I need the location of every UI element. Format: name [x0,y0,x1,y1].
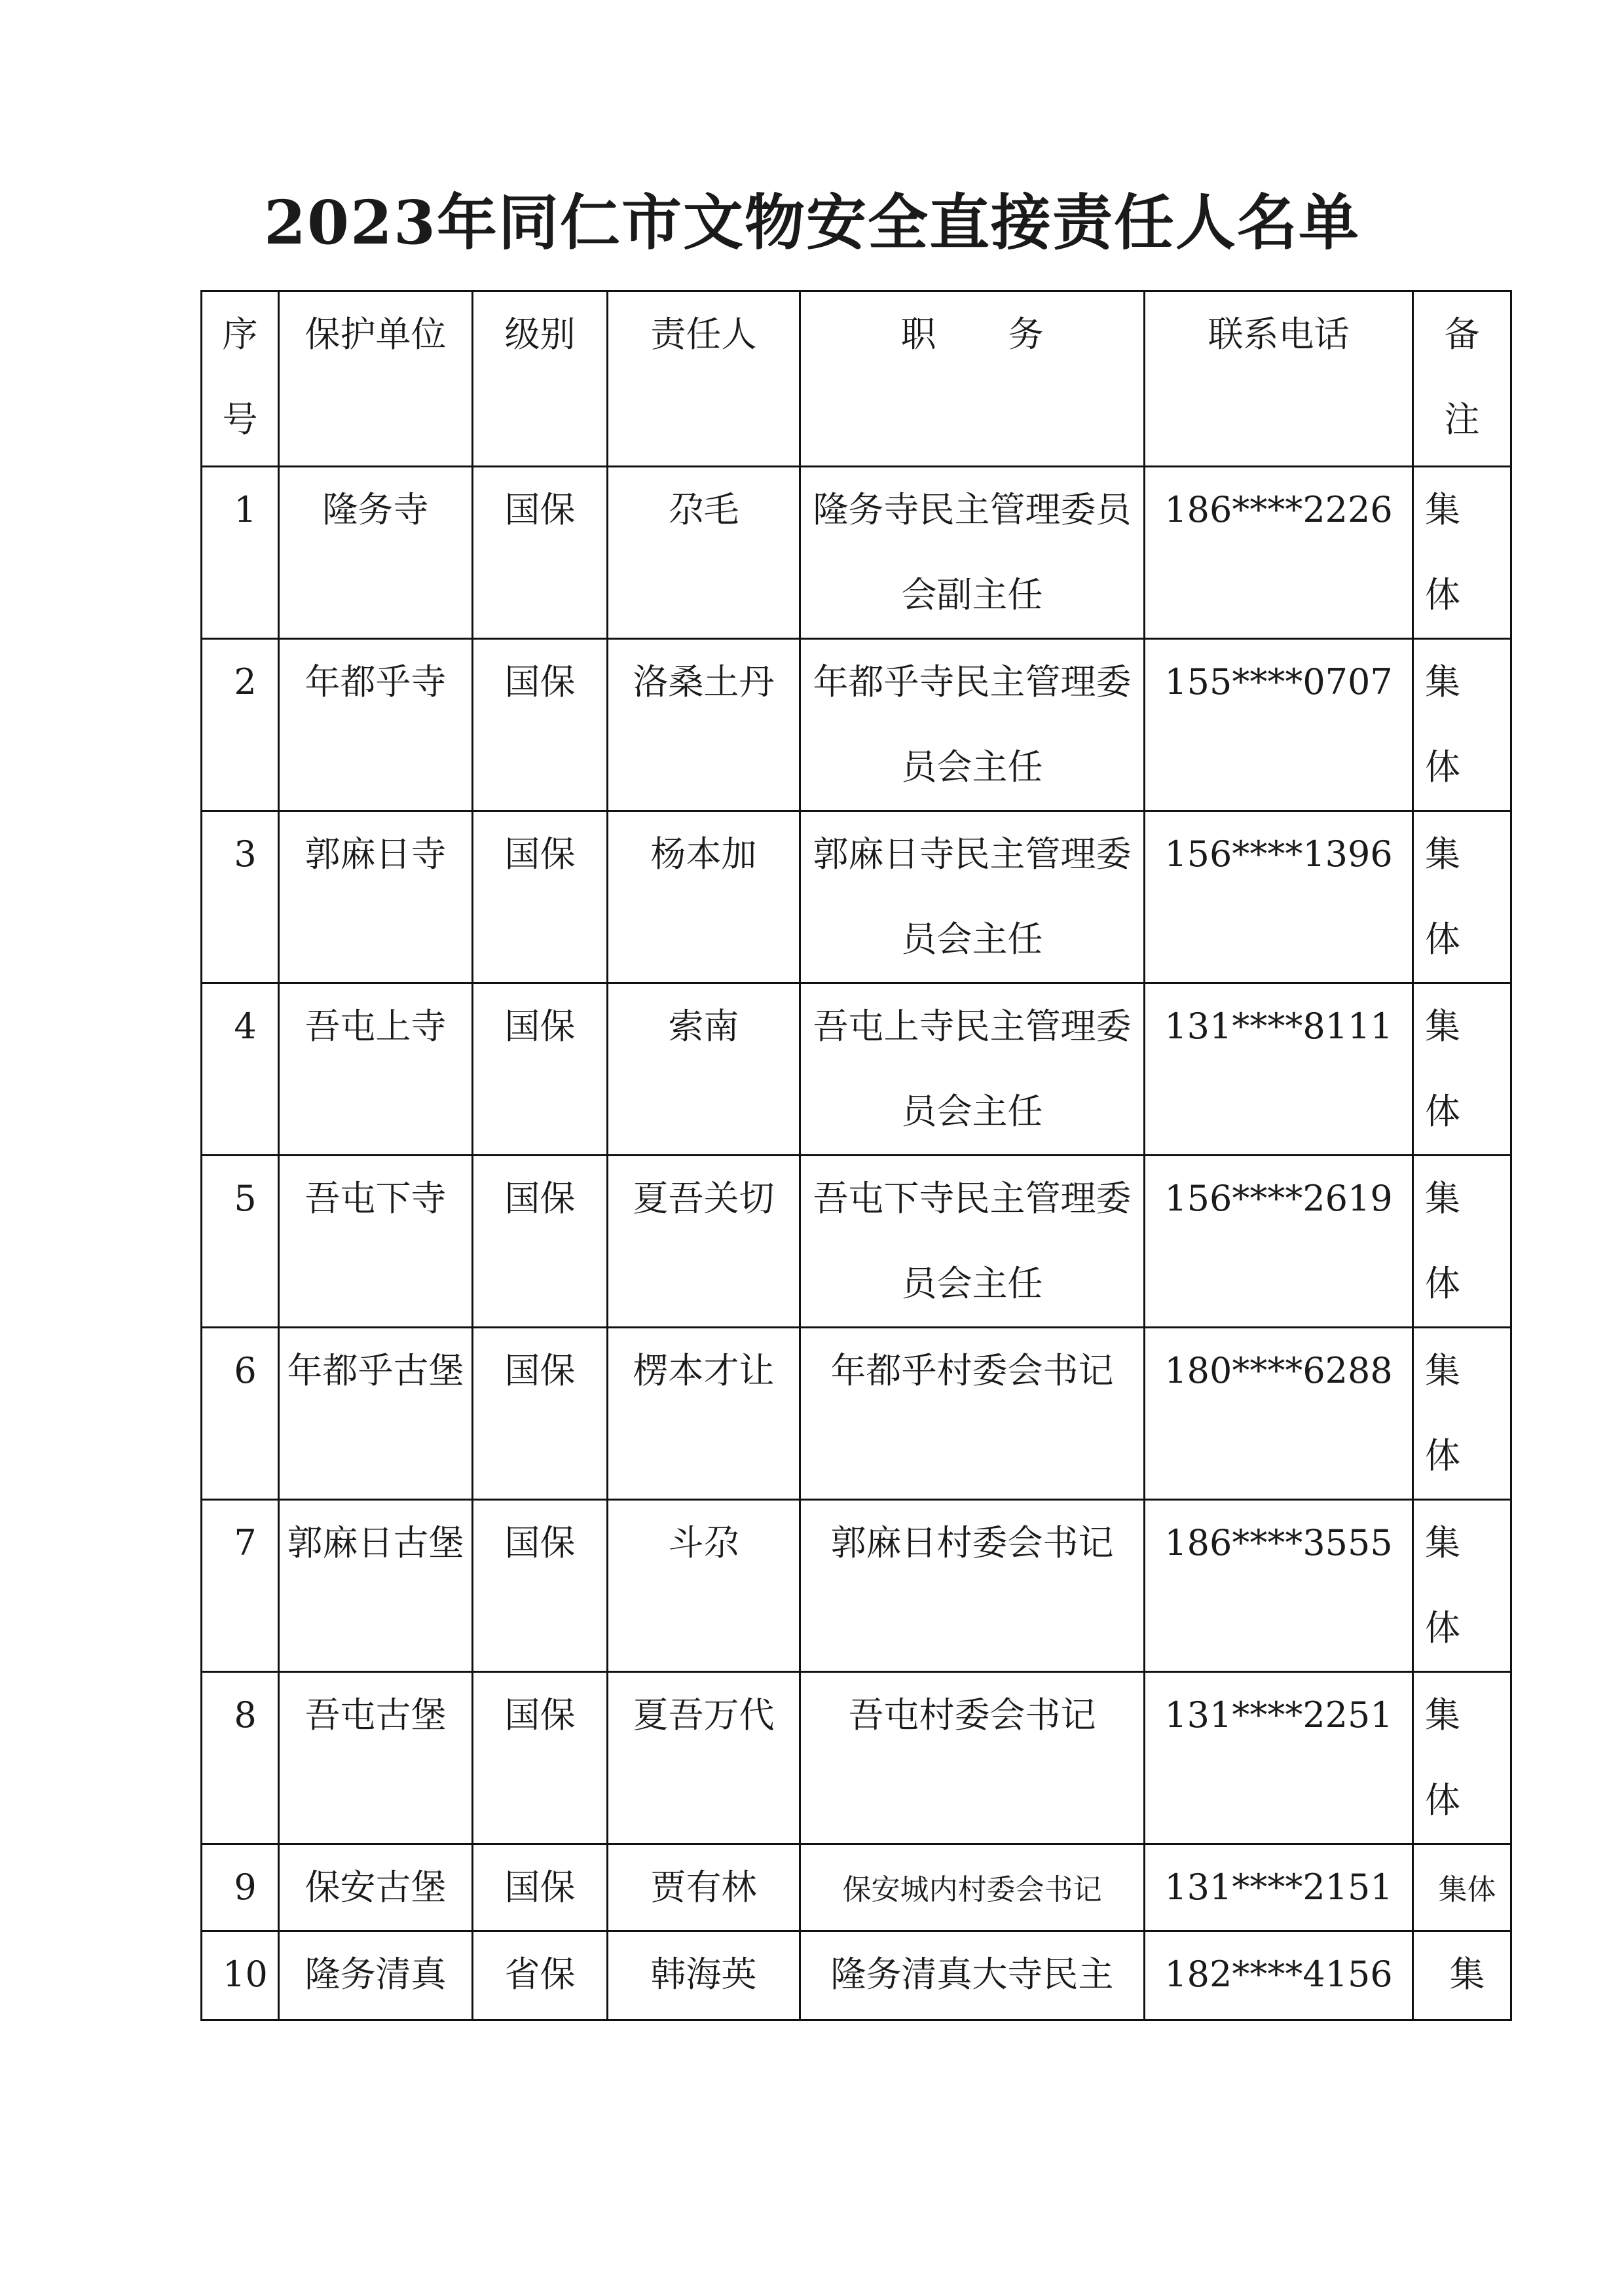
cell-phone: 155****0707 [1145,639,1413,811]
table-row [202,1844,1511,1931]
header-note: 备注 [1413,291,1511,467]
cell-position: 郭麻日寺民主管理委员会主任 [800,811,1145,983]
cell-level: 国保 [473,639,608,811]
cell-phone: 131****8111 [1145,983,1413,1156]
table-row [202,1500,1511,1672]
cell-person: 楞本才让 [608,1328,800,1500]
cell-unit: 保安古堡 [279,1844,473,1931]
cell-index: 4 [202,983,279,1156]
cell-unit: 吾屯古堡 [279,1672,473,1844]
cell-note: 集体 [1413,1328,1511,1500]
cell-level: 国保 [473,1672,608,1844]
cell-index: 9 [202,1844,279,1931]
cell-unit: 吾屯下寺 [279,1156,473,1328]
cell-note: 集体 [1413,639,1511,811]
header-position: 职务 [800,291,1145,467]
cell-person: 韩海英 [608,1931,800,2020]
cell-phone: 156****2619 [1145,1156,1413,1328]
header-person: 责任人 [608,291,800,467]
cell-person: 贾有林 [608,1844,800,1931]
table-row [202,1931,1511,2020]
cell-position: 年都乎寺民主管理委员会主任 [800,639,1145,811]
table-header-row [202,291,1511,467]
cell-index: 2 [202,639,279,811]
cell-position: 郭麻日村委会书记 [800,1500,1145,1672]
cell-index: 1 [202,467,279,639]
cell-person: 尕毛 [608,467,800,639]
cell-phone: 186****3555 [1145,1500,1413,1672]
cell-level: 国保 [473,467,608,639]
cell-person: 夏吾万代 [608,1672,800,1844]
cell-unit: 年都乎古堡 [279,1328,473,1500]
cell-position: 年都乎村委会书记 [800,1328,1145,1500]
header-index: 序号 [202,291,279,467]
cell-position: 吾屯下寺民主管理委员会主任 [800,1156,1145,1328]
cell-person: 夏吾关切 [608,1156,800,1328]
cell-level: 国保 [473,1500,608,1672]
cell-position: 吾屯上寺民主管理委员会主任 [800,983,1145,1156]
cell-unit: 隆务清真 [279,1931,473,2020]
cell-level: 国保 [473,811,608,983]
page-title: 2023年同仁市文物安全直接责任人名单 [263,187,1361,258]
table-row [202,811,1511,983]
cell-note: 集体 [1413,811,1511,983]
table-row [202,1156,1511,1328]
cell-phone: 131****2251 [1145,1672,1413,1844]
header-phone: 联系电话 [1145,291,1413,467]
cell-index: 6 [202,1328,279,1500]
cell-note: 集体 [1413,1844,1511,1931]
cell-unit: 年都乎寺 [279,639,473,811]
cell-phone: 156****1396 [1145,811,1413,983]
cell-note: 集体 [1413,1672,1511,1844]
cell-position: 隆务清真大寺民主 [800,1931,1145,2020]
cell-index: 3 [202,811,279,983]
cell-level: 国保 [473,983,608,1156]
responsible-person-table [200,290,1512,2021]
cell-note: 集体 [1413,1500,1511,1672]
cell-note: 集体 [1413,983,1511,1156]
table-row [202,983,1511,1156]
cell-index: 8 [202,1672,279,1844]
cell-person: 索南 [608,983,800,1156]
cell-position: 保安城内村委会书记 [800,1844,1145,1931]
cell-person: 洛桑土丹 [608,639,800,811]
cell-person: 杨本加 [608,811,800,983]
cell-index: 10 [202,1931,279,2020]
cell-unit: 郭麻日古堡 [279,1500,473,1672]
cell-person: 斗尕 [608,1500,800,1672]
cell-unit: 隆务寺 [279,467,473,639]
cell-unit: 吾屯上寺 [279,983,473,1156]
cell-note: 集体 [1413,1156,1511,1328]
cell-position: 隆务寺民主管理委员会副主任 [800,467,1145,639]
table-row [202,639,1511,811]
cell-note: 集 [1413,1931,1511,2020]
cell-level: 省保 [473,1931,608,2020]
cell-level: 国保 [473,1156,608,1328]
cell-index: 5 [202,1156,279,1328]
cell-phone: 180****6288 [1145,1328,1413,1500]
cell-position: 吾屯村委会书记 [800,1672,1145,1844]
header-level: 级别 [473,291,608,467]
cell-phone: 186****2226 [1145,467,1413,639]
cell-note: 集体 [1413,467,1511,639]
table-row [202,1328,1511,1500]
cell-phone: 182****4156 [1145,1931,1413,2020]
cell-level: 国保 [473,1844,608,1931]
cell-unit: 郭麻日寺 [279,811,473,983]
table-row [202,1672,1511,1844]
cell-phone: 131****2151 [1145,1844,1413,1931]
cell-index: 7 [202,1500,279,1672]
table-row [202,467,1511,639]
header-unit: 保护单位 [279,291,473,467]
cell-level: 国保 [473,1328,608,1500]
